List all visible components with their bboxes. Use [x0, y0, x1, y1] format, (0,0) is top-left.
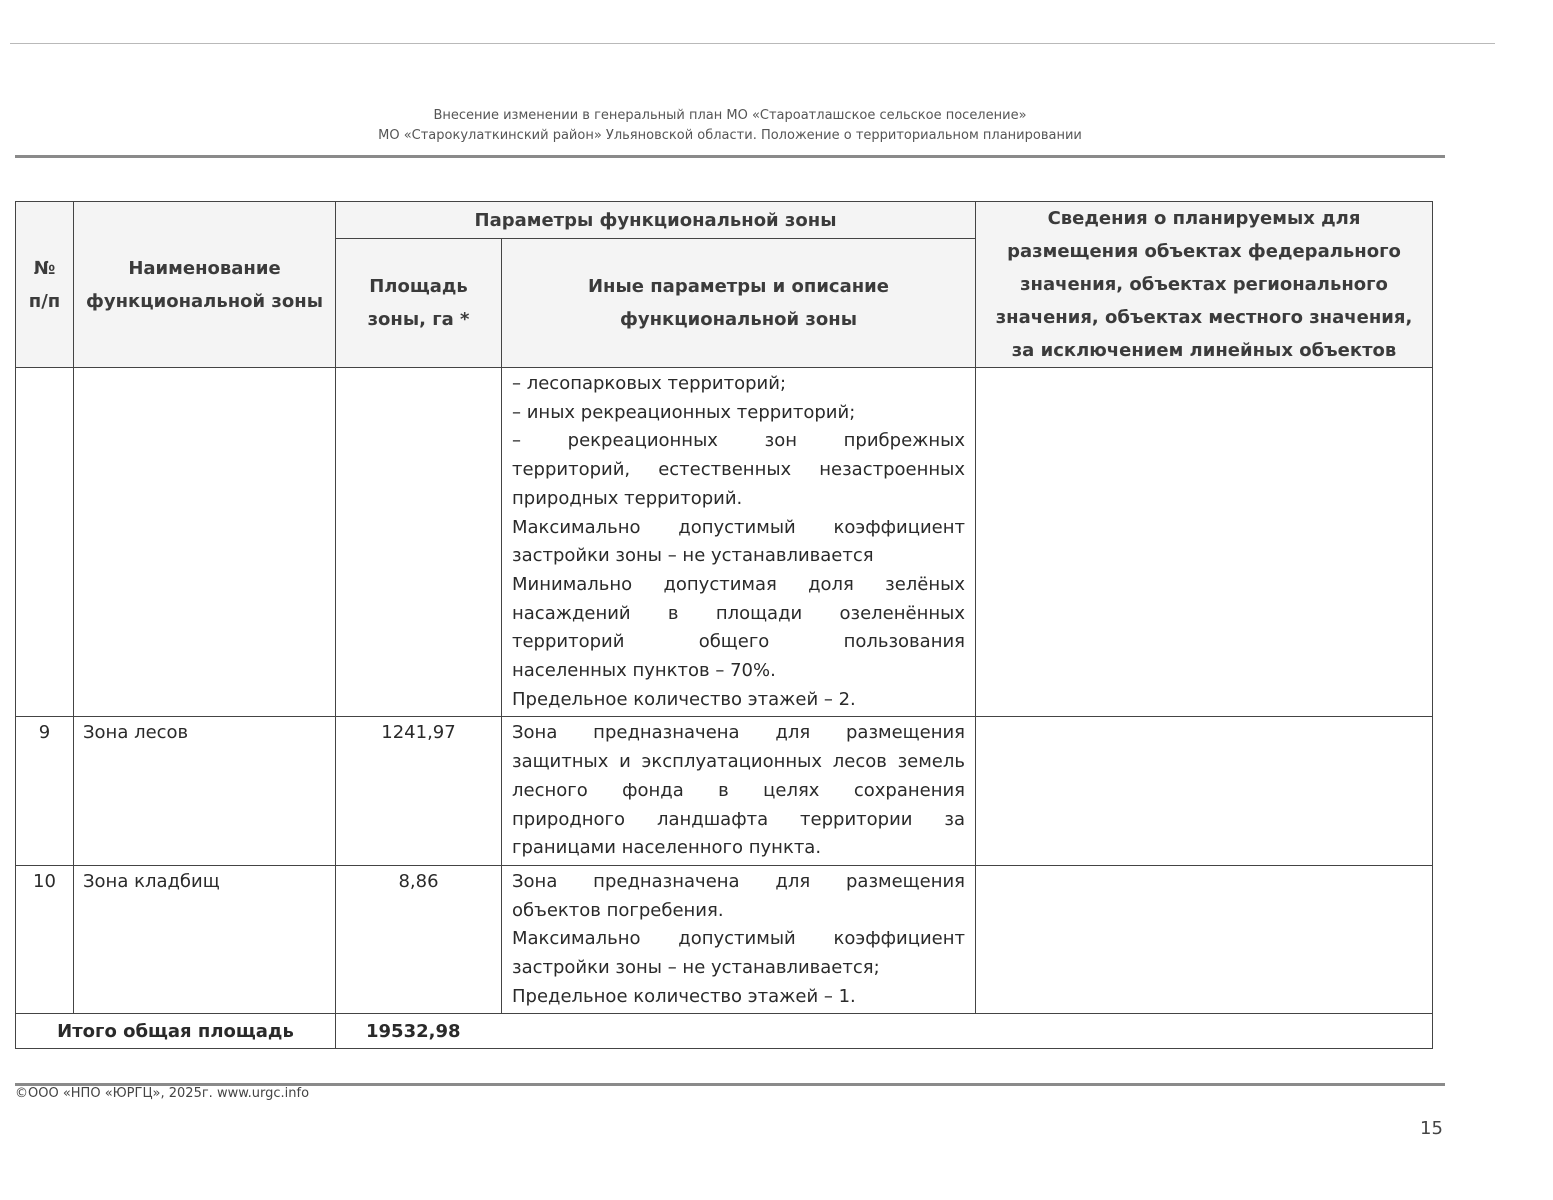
row-info [976, 368, 1433, 717]
table-row [16, 865, 1433, 1014]
row-area [336, 368, 502, 717]
desc-line: насаждений в площади озеленённых [512, 602, 965, 624]
desc-line: природных территорий. [512, 487, 743, 509]
row-num: 10 [16, 865, 74, 1014]
total-label: Итого общая площадь [16, 1014, 336, 1049]
row-num: 9 [16, 717, 74, 866]
row-info [976, 717, 1433, 866]
header-line-1: Внесение изменении в генеральный план МО «Староатлашское сельское поселение» [433, 108, 1027, 123]
desc-line: – иных рекреационных территорий; [512, 401, 856, 423]
header-rule [15, 155, 1445, 158]
header-name: Наименование функциональной зоны [74, 202, 336, 368]
row-num [16, 368, 74, 717]
desc-line: – лесопарковых территорий; [512, 373, 787, 394]
functional-zones-table [15, 201, 1433, 1049]
desc-line: застройки зоны – не устанавливается [512, 545, 874, 567]
header-line-2: МО «Старокулаткинский район» Ульяновской области. Положение о территориальном планировании [378, 128, 1082, 143]
desc-line: Минимально допустимая доля зелёных [512, 573, 965, 595]
desc-line: Предельное количество этажей – 2. [512, 688, 856, 710]
page-number: 15 [1420, 1118, 1443, 1139]
table-row [16, 368, 1433, 717]
desc-line: лесного фонда в целях сохранения [512, 779, 965, 801]
desc-line: границами населенного пункта. [512, 837, 822, 859]
top-scan-rule [10, 43, 1495, 44]
header-num: № п/п [16, 202, 74, 368]
desc-line: Зона предназначена для размещения [512, 722, 965, 744]
table-row [16, 717, 1433, 866]
row-area: 1241,97 [336, 717, 502, 866]
row-zone-name [74, 368, 336, 717]
desc-line: – рекреационных зон прибрежных [512, 430, 965, 452]
header-params: Параметры функциональной зоны [336, 202, 976, 239]
header-info: Сведения о планируемых для размещения объектах федерального значения, объектах регионального значения, объектах местного значения, за исключением линейных объектов [976, 202, 1433, 368]
total-value: 19532,98 [336, 1014, 1433, 1049]
desc-line: территорий общего пользования [512, 631, 965, 653]
row-description [502, 865, 976, 1014]
desc-line: природного ландшафта территории за [512, 808, 965, 830]
row-description [502, 368, 976, 717]
desc-line: населенных пунктов – 70%. [512, 660, 776, 682]
header-area: Площадь зоны, га * [336, 239, 502, 368]
total-row [16, 1014, 1433, 1049]
document-header [15, 106, 1445, 146]
desc-line: объектов погребения. [512, 899, 724, 921]
row-info [976, 865, 1433, 1014]
desc-line: территорий, естественных незастроенных [512, 459, 965, 481]
desc-line: защитных и эксплуатационных лесов земель [512, 751, 965, 773]
footer-copyright: ©ООО «НПО «ЮРГЦ», 2025г. www.urgc.info [15, 1086, 310, 1101]
row-area: 8,86 [336, 865, 502, 1014]
desc-line: Зона предназначена для размещения [512, 870, 965, 892]
desc-line: Максимально допустимый коэффициент [512, 516, 965, 538]
desc-line: застройки зоны – не устанавливается; [512, 957, 880, 979]
desc-line: Предельное количество этажей – 1. [512, 985, 856, 1007]
header-other: Иные параметры и описание функциональной зоны [502, 239, 976, 368]
row-description [502, 717, 976, 866]
desc-line: Максимально допустимый коэффициент [512, 928, 965, 950]
row-zone-name: Зона лесов [74, 717, 336, 866]
row-zone-name: Зона кладбищ [74, 865, 336, 1014]
